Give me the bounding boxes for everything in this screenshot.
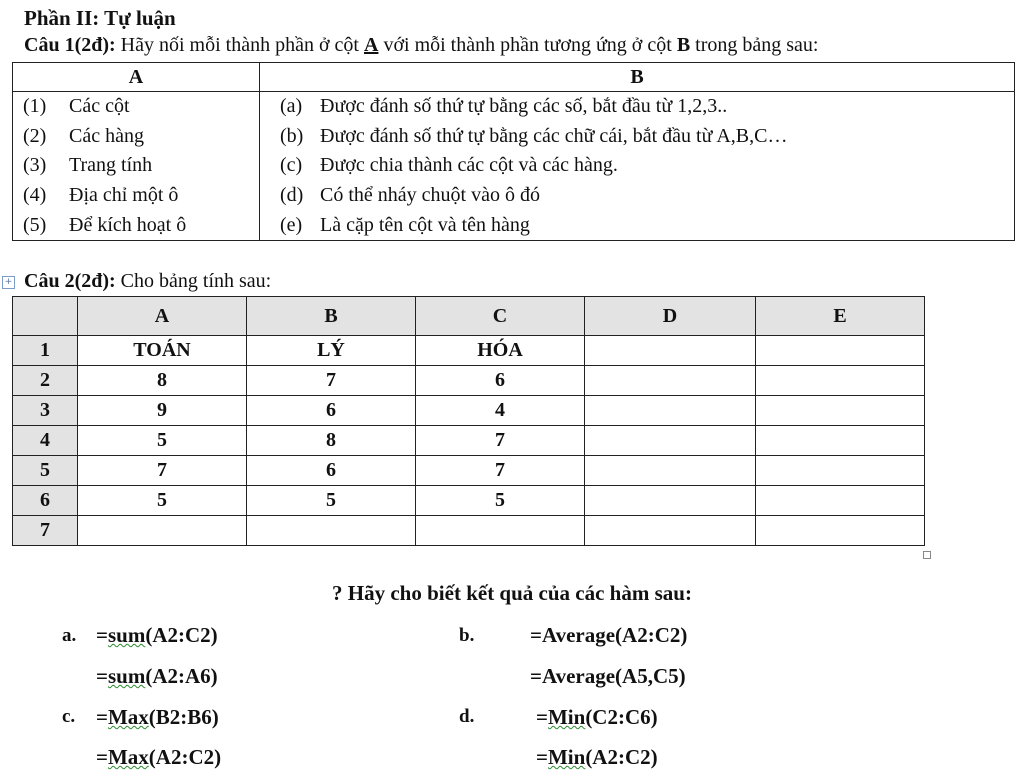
cell: 6: [416, 366, 585, 396]
cell: [585, 516, 756, 546]
question-1-col-a: A: [363, 34, 379, 56]
cell: 9: [78, 396, 247, 426]
table-row: [13, 336, 925, 366]
cell: [756, 336, 925, 366]
list-item: (d) Có thể nháy chuột vào ô đó: [280, 184, 540, 207]
cell: [756, 426, 925, 456]
cell: 6: [247, 396, 416, 426]
cell: [585, 336, 756, 366]
table-row: [13, 486, 925, 516]
list-item: (5) Để kích hoạt ô: [23, 213, 187, 236]
table-row: [13, 456, 925, 486]
label-b: b.: [459, 625, 475, 646]
question-2-text: Cho bảng tính sau:: [115, 270, 272, 292]
question-1-label: Câu 1(2đ):: [24, 34, 116, 56]
resize-handle-icon[interactable]: [923, 551, 931, 559]
formula-d2: =Min(A2:C2): [536, 745, 658, 769]
row-header: 2: [13, 366, 78, 396]
question-1-prompt: [24, 34, 818, 57]
corner-cell: [13, 297, 78, 336]
list-item: (4) Địa chỉ một ô: [23, 184, 179, 207]
cell: [585, 456, 756, 486]
cell: 5: [247, 486, 416, 516]
spreadsheet-table: [12, 296, 925, 546]
table-row: [13, 516, 925, 546]
table-row: [13, 426, 925, 456]
cell: 4: [416, 396, 585, 426]
cell: 8: [78, 366, 247, 396]
list-item: (1) Các cột: [23, 95, 130, 118]
cell: 7: [416, 456, 585, 486]
column-header-a: A: [78, 297, 247, 336]
question-1-col-b: B: [676, 34, 691, 56]
cell: 5: [78, 486, 247, 516]
question-1-text-after: trong bảng sau:: [690, 34, 819, 56]
matching-column-a: [13, 92, 260, 241]
cell: 6: [247, 456, 416, 486]
cell: [416, 516, 585, 546]
row-header: 3: [13, 396, 78, 426]
formula-c2: =Max(A2:C2): [96, 745, 222, 769]
cell: 7: [416, 426, 585, 456]
row-header: 4: [13, 426, 78, 456]
cell: [756, 516, 925, 546]
row-header: 6: [13, 486, 78, 516]
cell: 7: [247, 366, 416, 396]
list-item: (3) Trang tính: [23, 154, 153, 177]
row-header: 7: [13, 516, 78, 546]
cell: [585, 366, 756, 396]
function-question: ? Hãy cho biết kết quả của các hàm sau:: [332, 581, 692, 605]
cell: [756, 486, 925, 516]
cell: TOÁN: [78, 336, 247, 366]
cell: [247, 516, 416, 546]
matching-header-a: A: [13, 63, 260, 92]
cell: 5: [78, 426, 247, 456]
cell: [78, 516, 247, 546]
column-header-e: E: [756, 297, 925, 336]
matching-header-b: B: [260, 63, 1015, 92]
formula-b1: =Average(A2:C2): [530, 623, 688, 647]
matching-table: [12, 62, 1015, 241]
formula-c1: =Max(B2:B6): [96, 705, 219, 729]
formula-a2: =sum(A2:A6): [96, 664, 218, 688]
cell: 5: [416, 486, 585, 516]
label-c: c.: [62, 706, 76, 727]
cell: LÝ: [247, 336, 416, 366]
formula-b2: =Average(A5,C5): [530, 664, 686, 688]
cell: [585, 486, 756, 516]
list-item: (b) Được đánh số thứ tự bằng các chữ cái, bắt đầu từ A,B,C…: [280, 124, 788, 147]
column-header-c: C: [416, 297, 585, 336]
list-item: (e) Là cặp tên cột và tên hàng: [280, 213, 530, 236]
question-2-prompt: [24, 270, 271, 293]
cell: [756, 396, 925, 426]
label-a: a.: [62, 625, 77, 646]
cell: [585, 426, 756, 456]
part-title: Phần II: Tự luận: [24, 6, 176, 30]
question-2-label: Câu 2(2đ):: [24, 270, 116, 292]
table-row: [13, 366, 925, 396]
cell: [585, 396, 756, 426]
formula-d1: =Min(C2:C6): [536, 705, 658, 729]
cell: HÓA: [416, 336, 585, 366]
row-header: 5: [13, 456, 78, 486]
matching-column-b: [260, 92, 1015, 241]
list-item: (a) Được đánh số thứ tự bằng các số, bắt đầu từ 1,2,3..: [280, 95, 728, 118]
question-1-text-middle: với mỗi thành phần tương ứng ở cột: [378, 34, 677, 56]
formula-a1: =sum(A2:C2): [96, 623, 218, 647]
column-header-d: D: [585, 297, 756, 336]
question-1-text-before: Hãy nối mỗi thành phần ở cột: [115, 34, 364, 56]
cell: [756, 366, 925, 396]
cell: 7: [78, 456, 247, 486]
label-d: d.: [459, 706, 475, 727]
row-header: 1: [13, 336, 78, 366]
list-item: (c) Được chia thành các cột và các hàng.: [280, 154, 618, 177]
table-row: [13, 396, 925, 426]
column-header-b: B: [247, 297, 416, 336]
list-item: (2) Các hàng: [23, 124, 144, 147]
cell: [756, 456, 925, 486]
move-anchor-icon[interactable]: +: [2, 276, 15, 289]
cell: 8: [247, 426, 416, 456]
